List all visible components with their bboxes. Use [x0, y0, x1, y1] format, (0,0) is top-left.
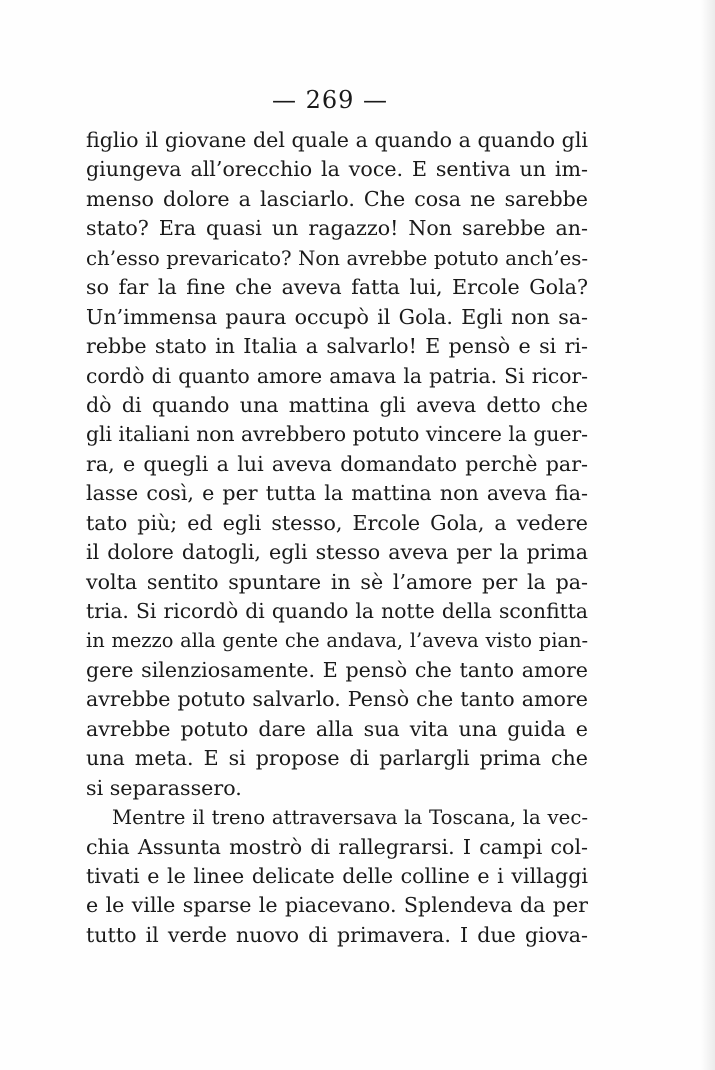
text-line: avrebbe potuto dare alla sua vita una guida e	[86, 716, 588, 741]
text-line: giungeva all’orecchio la voce. E sentiva un im-	[86, 157, 588, 182]
text-line: una meta. E si propose di parlargli prima che	[86, 746, 588, 771]
text-line: ra, e quegli a lui aveva domandato perchè par-	[86, 451, 588, 476]
text-line: avrebbe potuto salvarlo. Pensò che tanto amore	[86, 687, 588, 712]
page-number: — 269 —	[271, 86, 389, 114]
text-line: tivati e le linee delicate delle colline e i villaggi	[86, 863, 588, 888]
text-line: figlio il giovane del quale a quando a quando gli	[86, 128, 588, 152]
text-line: e le ville sparse le piacevano. Splendeva da per	[86, 893, 588, 918]
text-line: stato? Era quasi un ragazzo! Non sarebbe an-	[86, 216, 588, 241]
page-edge-shadow	[701, 0, 715, 1070]
text-line: Mentre il treno attraversava la Toscana, la vec-	[112, 806, 588, 830]
text-line: gli italiani non avrebbero potuto vincere la guer-	[86, 422, 588, 447]
text-line: ch’esso prevaricato? Non avrebbe potuto anch’es-	[86, 246, 588, 270]
text-line: menso dolore a lasciarlo. Che cosa ne sarebbe	[86, 186, 588, 211]
paragraph-2	[86, 803, 588, 950]
text-line: in mezzo alla gente che andava, l’aveva visto pian-	[86, 629, 588, 653]
text-line: so far la fine che aveva fatta lui, Ercole Gola?	[86, 275, 588, 300]
text-line: cordò di quanto amore amava la patria. Si ricor-	[86, 363, 588, 388]
text-line: Un’immensa paura occupò il Gola. Egli non sa-	[86, 304, 588, 329]
text-line: si separassero.	[86, 775, 242, 800]
text-line: rebbe stato in Italia a salvarlo! E pensò e si ri-	[86, 334, 588, 359]
text-line: lasse così, e per tutta la mattina non aveva fia-	[86, 481, 588, 506]
text-line: gere silenziosamente. E pensò che tanto amore	[86, 657, 588, 682]
body-text	[86, 126, 588, 950]
text-line: volta sentito spuntare in sè l’amore per la pa-	[86, 569, 588, 594]
text-line: dò di quando una mattina gli aveva detto che	[86, 392, 588, 417]
text-line: tria. Si ricordò di quando la notte della sconfitta	[86, 599, 588, 623]
text-line: chia Assunta mostrò di rallegrarsi. I campi col-	[86, 834, 588, 859]
paragraph-1	[86, 126, 588, 803]
text-line: il dolore datogli, egli stesso aveva per la prima	[86, 540, 588, 565]
text-line: tato più; ed egli stesso, Ercole Gola, a vedere	[86, 510, 588, 535]
text-line: tutto il verde nuovo di primavera. I due giova-	[86, 922, 588, 947]
